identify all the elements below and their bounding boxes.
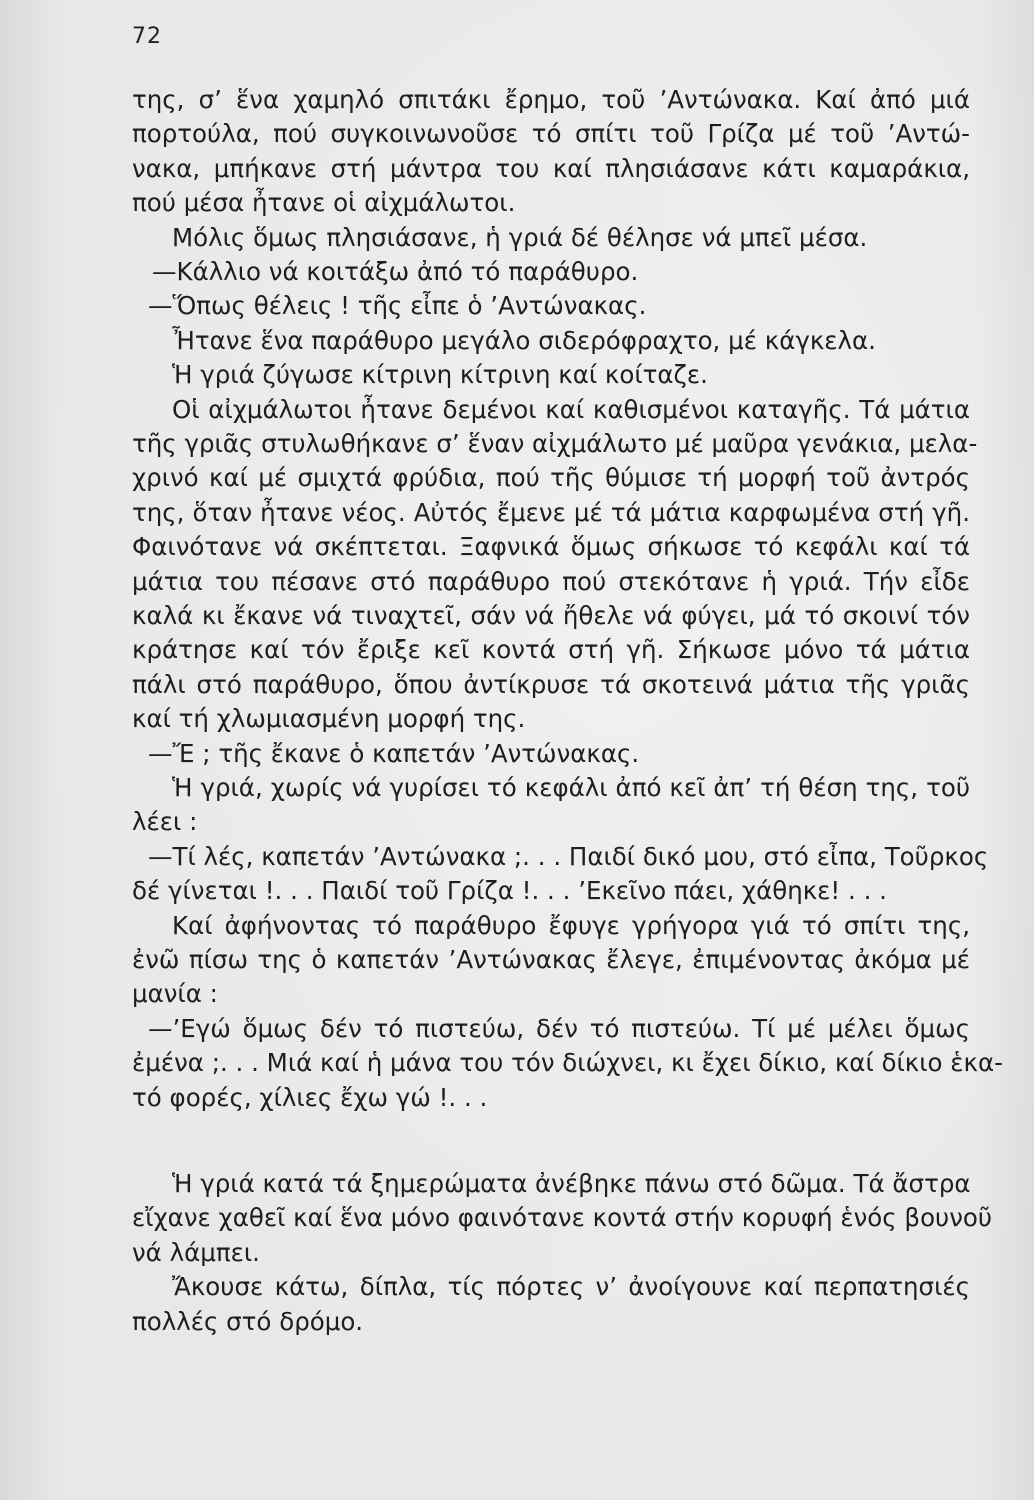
- text-line: καλά κι ἔκανε νά τιναχτεῖ, σάν νά ἤθελε νά φύγει, μά τό σκοινί τόν: [132, 601, 970, 630]
- text-line: δέ γίνεται !. . . Παιδί τοῦ Γρίζα !. . . ’Εκεῖνο πάει, χάθηκε! . . .: [132, 876, 887, 906]
- text-line: —Ἔ ; τῆς ἔκανε ὁ καπετάν ’Αντώνακας.: [148, 738, 640, 768]
- text-line: Ἡ γριά κατά τά ξημερώματα ἀνέβηκε πάνω στό δῶμα. Τά ἄστρα: [172, 1169, 971, 1198]
- text-line: κράτησε καί τόν ἔριξε κεῖ κοντά στή γῆ. Σήκωσε μόνο τά μάτια: [132, 635, 970, 665]
- text-line: —Τί λές, καπετάν ’Αντώνακα ;. . . Παιδί δικό μου, στό εἶπα, Τοῦρκος: [148, 841, 989, 871]
- text-line: της, σ’ ἕνα χαμηλό σπιτάκι ἔρημο, τοῦ ’Αντώνακα. Καί ἀπό μιά: [132, 85, 970, 114]
- text-line: μάτια του πέσανε στό παράθυρο πού στεκότανε ἡ γριά. Τήν εἶδε: [132, 566, 970, 596]
- text-line: Ἦτανε ἕνα παράθυρο μεγάλο σιδερόφραχτο, μέ κάγκελα.: [172, 325, 876, 355]
- text-line: τό φορές, χίλιες ἔχω γώ !. . .: [132, 1082, 488, 1112]
- text-line: ἐμένα ;. . . Μιά καί ἡ μάνα του τόν διώχνει, κι ἔχει δίκιο, καί δίκιο ἑκα-: [132, 1048, 1003, 1078]
- text-line: Ἡ γριά ζύγωσε κίτρινη κίτρινη καί κοίταζε.: [172, 360, 708, 390]
- text-line: τῆς γριᾶς στυλωθήκανε σ’ ἕναν αἰχμάλωτο μέ μαῦρα γενάκια, μελα-: [132, 429, 978, 458]
- text-line: πολλές στό δρόμο.: [132, 1306, 364, 1336]
- text-line: νά λάμπει.: [132, 1237, 260, 1267]
- text-line: μανία :: [132, 979, 218, 1009]
- text-line: —Ὅπως θέλεις ! τῆς εἶπε ὁ ’Αντώνακας.: [148, 291, 647, 321]
- text-line: χρινό καί μέ σμιχτά φρύδια, πού τῆς θύμισε τή μορφή τοῦ ἀντρός: [132, 463, 970, 493]
- text-line: εἴχανε χαθεῖ καί ἕνα μόνο φαινότανε κοντά στήν κορυφή ἑνός βουνοῦ: [132, 1203, 993, 1233]
- text-line: Μόλις ὅμως πλησιάσανε, ἡ γριά δέ θέλησε νά μπεῖ μέσα.: [172, 222, 868, 252]
- text-line: καί τή χλωμιασμένη μορφή της.: [132, 704, 526, 734]
- text-line: πού μέσα ἦτανε οἱ αἰχμάλωτοι.: [132, 188, 516, 218]
- text-line: Καί ἀφήνοντας τό παράθυρο ἔφυγε γρήγορα γιά τό σπίτι της,: [172, 910, 970, 940]
- text-line: Ἄκουσε κάτω, δίπλα, τίς πόρτες ν’ ἀνοίγουνε καί περπατησιές: [172, 1272, 970, 1302]
- text-line: πορτούλα, πού συγκοινωνοῦσε τό σπίτι τοῦ Γρίζα μέ τοῦ ’Αντώ-: [132, 119, 970, 149]
- text-line: ἐνῶ πίσω της ὁ καπετάν ’Αντώνακας ἔλεγε, ἐπιμένοντας ἀκόμα μέ: [132, 945, 970, 974]
- text-line: νακα, μπήκανε στή μάντρα του καί πλησιάσανε κάτι καμαράκια,: [132, 153, 970, 183]
- text-line: Οἱ αἰχμάλωτοι ἦτανε δεμένοι καί καθισμένοι καταγῆς. Τά μάτια: [172, 394, 970, 424]
- text-line: πάλι στό παράθυρο, ὅπου ἀντίκρυσε τά σκοτεινά μάτια τῆς γριᾶς: [132, 669, 970, 699]
- text-line: της, ὅταν ἦτανε νέος. Αὐτός ἔμενε μέ τά μάτια καρφωμένα στή γῆ.: [132, 497, 970, 527]
- text-line: λέει :: [132, 807, 198, 837]
- text-line: Φαινότανε νά σκέπτεται. Ξαφνικά ὅμως σήκωσε τό κεφάλι καί τά: [132, 532, 970, 562]
- text-line: Ἡ γριά, χωρίς νά γυρίσει τό κεφάλι ἀπό κεῖ ἀπ’ τή θέση της, τοῦ: [172, 773, 970, 802]
- page-number: 72: [132, 24, 162, 49]
- text-line: —Κάλλιο νά κοιτάξω ἀπό τό παράθυρο.: [152, 257, 639, 286]
- text-line: —’Εγώ ὅμως δέν τό πιστεύω, δέν τό πιστεύω. Τί μέ μέλει ὅμως: [148, 1013, 970, 1043]
